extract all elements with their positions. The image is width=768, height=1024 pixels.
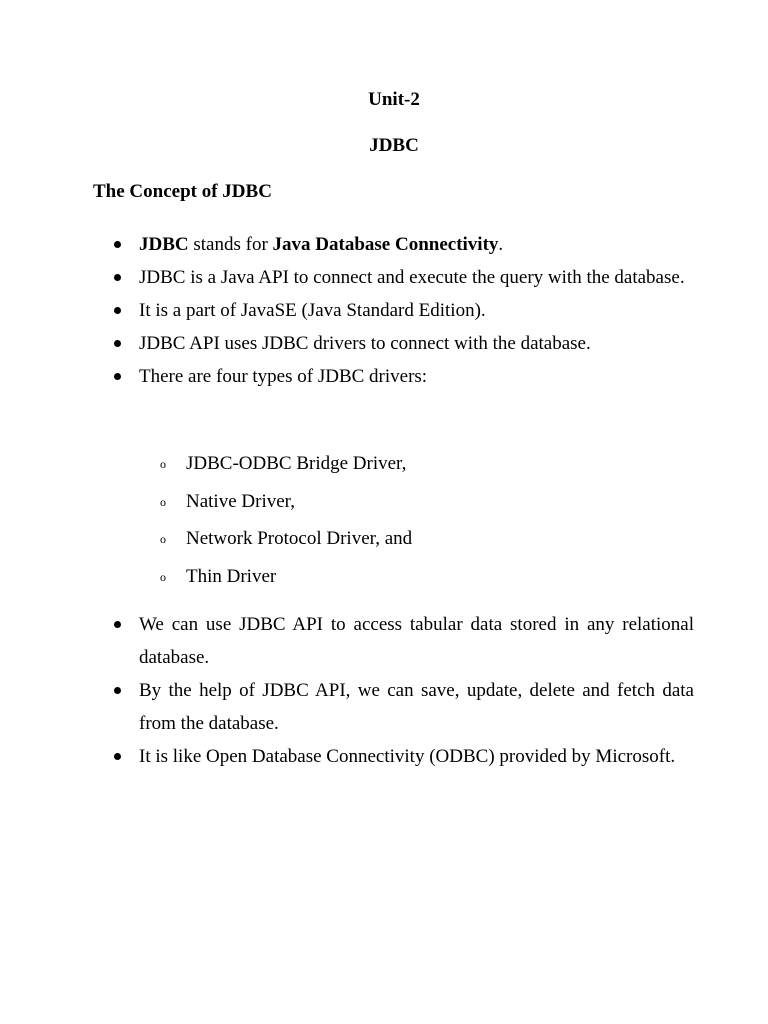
circle-bullet-icon: o xyxy=(160,569,166,584)
bullet-icon xyxy=(114,753,121,760)
bullet-item xyxy=(93,327,694,360)
topic-title: JDBC xyxy=(369,135,419,156)
bullet-text: JDBC is a Java API to connect and execute the query with the database. xyxy=(139,267,685,288)
bullet-text: It is a part of JavaSE (Java Standard Edition). xyxy=(139,300,486,321)
bullet-item xyxy=(93,360,694,393)
driver-type-item xyxy=(160,483,412,521)
driver-type-list xyxy=(160,445,412,595)
bullet-item xyxy=(93,608,694,674)
bullet-icon xyxy=(114,241,121,248)
driver-type-text: Network Protocol Driver, and xyxy=(186,528,413,549)
jdbc-expansion: Java Database Connectivity xyxy=(272,234,499,255)
driver-type-item xyxy=(160,558,412,596)
bullet-item xyxy=(93,740,694,773)
circle-bullet-icon: o xyxy=(160,532,166,546)
bullet-icon xyxy=(114,687,121,694)
bullet-item xyxy=(93,294,694,327)
bullet-text: We can use JDBC API to access tabular data stored in any relational database. xyxy=(139,614,694,668)
bullet-icon xyxy=(114,340,121,347)
jdbc-term: JDBC xyxy=(139,234,189,255)
bullet-text: There are four types of JDBC drivers: xyxy=(139,366,428,387)
bullet-text: By the help of JDBC API, we can save, update, delete and fetch data from the database. xyxy=(139,680,694,734)
usage-bullet-list xyxy=(93,608,694,773)
bullet-icon xyxy=(114,373,121,380)
driver-type-text: Native Driver, xyxy=(186,490,295,512)
definition-connector: stands for xyxy=(188,234,273,255)
definition-end: . xyxy=(498,234,504,255)
bullet-icon xyxy=(114,621,121,628)
bullet-icon xyxy=(114,307,121,314)
circle-bullet-icon: o xyxy=(160,494,166,509)
driver-type-item xyxy=(160,445,412,483)
bullet-text: JDBC API uses JDBC drivers to connect with the database. xyxy=(139,333,591,354)
driver-type-item xyxy=(160,520,412,558)
bullet-item xyxy=(93,674,694,740)
bullet-item xyxy=(93,261,694,294)
driver-type-text: Thin Driver xyxy=(186,565,277,587)
bullet-text: It is like Open Database Connectivity (ODBC) provided by Microsoft. xyxy=(139,746,676,767)
concept-bullet-list xyxy=(93,228,694,393)
bullet-icon xyxy=(114,274,121,281)
bullet-item-definition xyxy=(93,228,694,261)
driver-type-text: JDBC-ODBC Bridge Driver, xyxy=(186,453,407,474)
section-heading: The Concept of JDBC xyxy=(93,181,272,202)
unit-title: Unit-2 xyxy=(368,89,420,110)
circle-bullet-icon: o xyxy=(160,457,166,471)
